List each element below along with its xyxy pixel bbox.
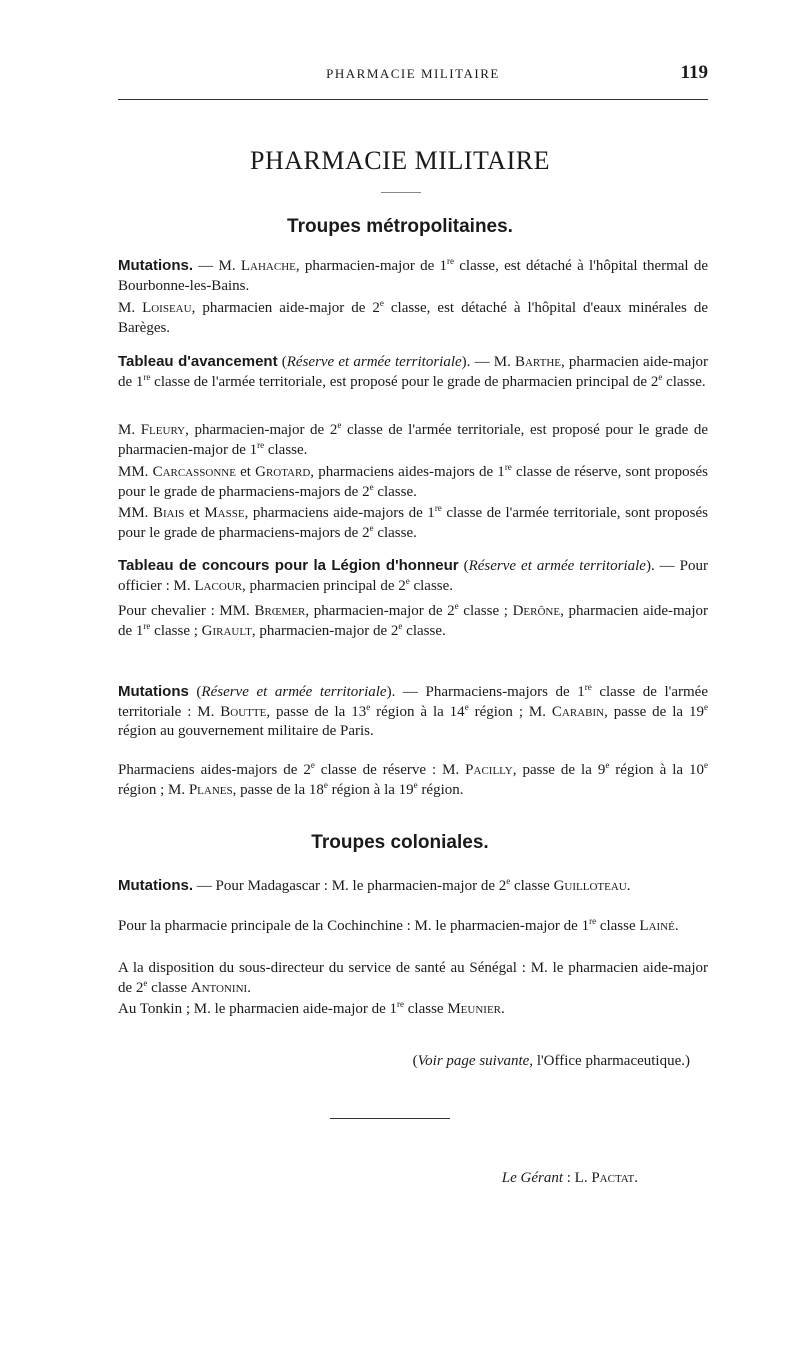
text-run: ). — M. bbox=[461, 354, 515, 370]
text-run: ( bbox=[277, 354, 287, 370]
person-name: Pacilly bbox=[465, 762, 513, 778]
paragraph-mutations-coloniales bbox=[118, 876, 708, 897]
signature-label: Le Gérant bbox=[501, 1170, 563, 1186]
superscript: e bbox=[658, 371, 663, 382]
text-run: MM. bbox=[118, 505, 153, 521]
text-run: : L. bbox=[563, 1170, 592, 1186]
paragraph bbox=[118, 602, 708, 641]
text-run: ( bbox=[188, 684, 202, 700]
text-run: . bbox=[674, 918, 679, 934]
text-run: Pour chevalier : MM. bbox=[118, 603, 255, 619]
paragraph bbox=[118, 421, 708, 460]
superscript: e bbox=[369, 522, 374, 533]
paragraph bbox=[118, 761, 708, 800]
text-run: , pharmacien-major de 2 bbox=[305, 603, 455, 619]
person-name: Masse bbox=[204, 505, 245, 521]
superscript: re bbox=[143, 620, 151, 631]
text-run: classe. bbox=[402, 622, 446, 639]
person-name: Brœmer bbox=[254, 603, 306, 619]
superscript: e bbox=[366, 701, 371, 712]
text-run: classe. bbox=[264, 441, 308, 458]
italic-text: Réserve et armée territoriale bbox=[201, 684, 387, 700]
text-run: . bbox=[626, 878, 631, 894]
text-run: classe bbox=[510, 878, 554, 894]
page-number: 119 bbox=[680, 62, 708, 83]
person-name: Fleury bbox=[140, 422, 186, 438]
text-run: classe de réserve : M. bbox=[314, 762, 466, 778]
text-run: , pharmacien-major de 1 bbox=[295, 258, 448, 274]
person-name: Lacour bbox=[194, 577, 243, 594]
text-run: M. bbox=[118, 300, 143, 316]
superscript: re bbox=[589, 916, 597, 926]
superscript: e bbox=[398, 620, 403, 631]
text-run: Pharmaciens aides-majors de 2 bbox=[118, 762, 311, 778]
text-run: , pharmacien aide-major de 1 bbox=[118, 603, 709, 639]
text-run: classe. bbox=[373, 483, 417, 500]
section-title-metropolitaines: Troupes métropolitaines. bbox=[287, 216, 513, 237]
text-run: classe. bbox=[662, 373, 706, 390]
italic-text: Réserve et armée territoriale bbox=[468, 558, 646, 574]
paragraph bbox=[118, 504, 708, 543]
person-name: Meunier bbox=[447, 1001, 502, 1017]
paragraph-lead: Mutations. bbox=[118, 257, 193, 274]
italic-text: Réserve et armée territoriale bbox=[286, 354, 462, 370]
text-run: classe bbox=[147, 979, 191, 996]
italic-text: Voir page suivante, bbox=[417, 1053, 537, 1069]
text-run: Pour la pharmacie principale de la Cochinchine : M. le pharmacien-major de 1 bbox=[118, 918, 590, 934]
text-run: région à la 10 bbox=[609, 762, 705, 778]
superscript: re bbox=[447, 256, 455, 266]
paragraph bbox=[118, 299, 708, 338]
superscript: e bbox=[413, 779, 418, 790]
paragraph-mutations bbox=[118, 256, 708, 296]
superscript: re bbox=[584, 682, 592, 692]
person-name: Barthe bbox=[514, 354, 561, 370]
text-run: classe bbox=[404, 1001, 448, 1017]
text-run: , pharmacien aide-major de 1 bbox=[118, 354, 708, 390]
text-run: A la disposition du sous-directeur du service de santé au Sénégal : M. le pharmacien aide-major de 2 bbox=[118, 960, 708, 996]
text-run: région au gouvernement militaire de Paris. bbox=[118, 723, 374, 739]
person-name: Carabin bbox=[551, 703, 605, 720]
superscript: e bbox=[379, 298, 384, 308]
text-run: classe ; bbox=[150, 622, 202, 639]
text-run: , pharmacien principal de 2 bbox=[242, 577, 406, 594]
superscript: e bbox=[143, 977, 148, 988]
text-run: ). — Pharmaciens-majors de 1 bbox=[386, 684, 585, 700]
superscript: re bbox=[397, 999, 405, 1009]
superscript: e bbox=[464, 701, 469, 712]
paragraph-mutations-reserve bbox=[118, 682, 708, 742]
person-name: Carcassonne bbox=[152, 464, 236, 480]
superscript: e bbox=[506, 876, 511, 886]
person-name: Boutte bbox=[220, 703, 267, 720]
header-rule bbox=[118, 99, 708, 100]
person-name: Grotard bbox=[255, 464, 311, 480]
paragraph-lead: Mutations. bbox=[118, 877, 193, 894]
running-head bbox=[118, 62, 708, 86]
text-run: région ; M. bbox=[118, 781, 189, 798]
person-name: Girault bbox=[201, 622, 252, 639]
superscript: e bbox=[703, 701, 708, 712]
text-run: ). — Pour officier : M. bbox=[118, 558, 708, 594]
superscript: e bbox=[454, 601, 459, 611]
person-name: Lainé bbox=[639, 918, 675, 934]
text-run: région ; M. bbox=[468, 703, 552, 720]
person-name: Biais bbox=[152, 505, 185, 521]
text-run: ( bbox=[458, 558, 469, 574]
text-run: , pharmacien-major de 2 bbox=[185, 422, 338, 438]
superscript: re bbox=[504, 462, 512, 472]
person-name: Planes bbox=[188, 781, 233, 798]
superscript: e bbox=[337, 420, 342, 430]
text-run: , pharmacien aide-major de 2 bbox=[191, 300, 380, 316]
main-title: PHARMACIE MILITAIRE bbox=[250, 146, 550, 175]
superscript: e bbox=[704, 760, 709, 770]
person-name: Lahache bbox=[240, 258, 296, 274]
continuation-note bbox=[118, 1053, 708, 1070]
text-run: , pharmaciens aides-majors de 1 bbox=[310, 464, 505, 480]
text-run: l'Office pharmaceutique.) bbox=[536, 1053, 690, 1069]
text-run: MM. bbox=[118, 464, 153, 480]
text-run: — Pour Madagascar : M. le pharmacien-major de 2 bbox=[193, 878, 507, 894]
text-run: classe bbox=[596, 918, 640, 934]
text-run: classe, est détaché à l'hôpital d'eaux minérales de Barèges. bbox=[118, 300, 708, 336]
text-run: , passe de la 13 bbox=[266, 703, 367, 720]
text-run: classe, est détaché à l'hôpital thermal de Bourbonne-les-Bains. bbox=[118, 258, 709, 294]
running-title: PHARMACIE MILITAIRE bbox=[326, 66, 500, 81]
text-run: classe de l'armée territoriale, est proposé pour le grade de pharmacien principal de 2 bbox=[150, 373, 659, 390]
signature-line bbox=[118, 1170, 638, 1187]
paragraph-lead: Tableau d'avancement bbox=[118, 353, 278, 370]
person-name: Pactat bbox=[591, 1170, 635, 1186]
text-run: et bbox=[184, 505, 205, 521]
text-run: , pharmaciens aide-majors de 1 bbox=[244, 505, 435, 521]
text-run: classe ; bbox=[458, 603, 513, 619]
paragraph-tableau-avancement bbox=[118, 352, 708, 392]
text-run: classe de l'armée territoriale : M. bbox=[118, 684, 708, 720]
paragraph-lead: Mutations bbox=[118, 683, 189, 700]
text-run: , passe de la 9 bbox=[512, 762, 606, 778]
text-run: classe de réserve, sont proposés pour le grade de pharmaciens-majors de 2 bbox=[118, 464, 708, 500]
paragraph bbox=[118, 463, 708, 502]
text-run: — M. bbox=[193, 258, 241, 274]
text-run: ( bbox=[412, 1053, 418, 1069]
text-run: et bbox=[235, 464, 256, 480]
text-run: , passe de la 18 bbox=[232, 781, 324, 798]
text-run: région à la 19 bbox=[327, 781, 414, 798]
text-run: , passe de la 19 bbox=[604, 703, 704, 720]
text-run: classe de l'armée territoriale, est proposé pour le grade de pharmacien-major de 1 bbox=[118, 422, 709, 458]
paragraph-legion-honneur bbox=[118, 556, 708, 596]
text-run: région. bbox=[417, 781, 464, 798]
text-run: . bbox=[247, 979, 251, 996]
text-run: , pharmacien-major de 2 bbox=[251, 622, 399, 639]
paragraph bbox=[118, 917, 708, 937]
superscript: e bbox=[605, 760, 610, 770]
superscript: e bbox=[323, 779, 328, 790]
superscript: e bbox=[310, 760, 315, 770]
person-name: Antonini bbox=[190, 979, 248, 996]
text-run: région à la 14 bbox=[370, 703, 465, 720]
person-name: Loiseau bbox=[142, 300, 192, 316]
text-run: . bbox=[501, 1001, 505, 1017]
paragraph bbox=[118, 1000, 708, 1020]
text-run: classe. bbox=[409, 577, 454, 594]
text-run: . bbox=[634, 1170, 638, 1186]
text-run: classe de l'armée territoriale, sont proposés pour le grade de pharmaciens-majors de 2 bbox=[118, 505, 708, 541]
paragraph-lead: Tableau de concours pour la Légion d'honneur bbox=[118, 557, 459, 574]
text-run: M. bbox=[118, 422, 141, 438]
paragraph bbox=[118, 959, 708, 998]
superscript: e bbox=[369, 481, 374, 492]
footer-rule bbox=[330, 1118, 450, 1119]
person-name: Guilloteau bbox=[553, 878, 627, 894]
text-run: classe. bbox=[373, 524, 417, 541]
person-name: Derône bbox=[512, 603, 561, 619]
section-title-coloniales: Troupes coloniales. bbox=[311, 832, 489, 853]
superscript: re bbox=[434, 503, 442, 513]
title-rule bbox=[381, 192, 421, 193]
superscript: re bbox=[143, 371, 151, 382]
superscript: re bbox=[257, 439, 265, 450]
text-run: Au Tonkin ; M. le pharmacien aide-major de 1 bbox=[118, 1001, 398, 1017]
superscript: e bbox=[405, 575, 410, 586]
